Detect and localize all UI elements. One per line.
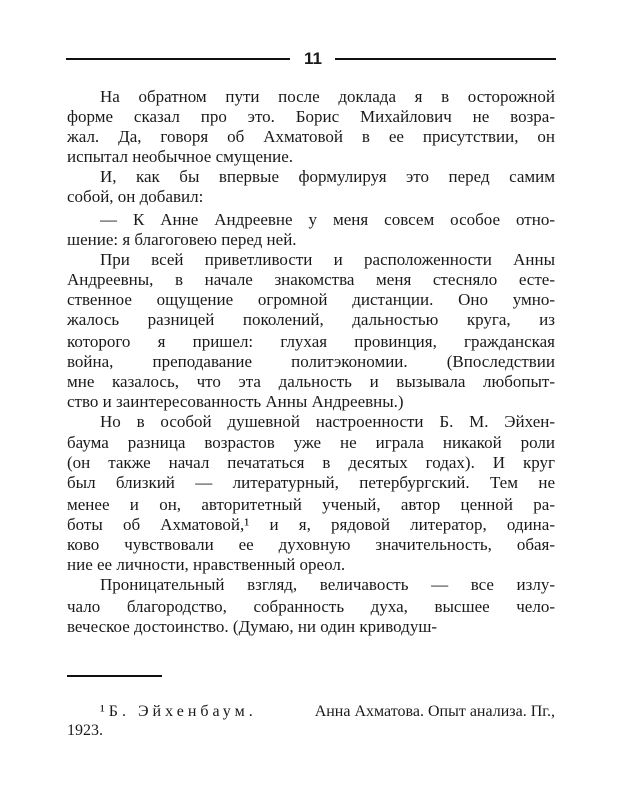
text-line: Проницательный взгляд, величавость — все излу- [100, 575, 555, 594]
text-line: боты об Ахматовой,¹ и я, рядовой литератор, одина- [67, 515, 555, 534]
text-line: ственное ощущение огромной дистанции. Оно умно- [67, 290, 555, 309]
footnote-marker: ¹ [100, 703, 105, 720]
text-line: веческое достоинство. (Думаю, ни один криводуш- [67, 617, 438, 636]
footnote-rule [67, 675, 162, 677]
text-line: (он также начал печататься в десятых годах). И круг [67, 453, 555, 472]
text-line: ство и заинтересованность Анны Андреевны.) [67, 392, 404, 411]
text-line: — К Анне Андреевне у меня совсем особое отно- [100, 210, 555, 229]
text-line: шение: я благоговею перед ней. [67, 230, 297, 249]
text-line: испытал необычное смущение. [67, 147, 294, 166]
text-line: ково чувствовали ее духовную значительность, обая- [67, 535, 555, 554]
footnote-line-2: 1923. [67, 722, 103, 739]
text-line: ние ее личности, нравственный ореол. [67, 555, 346, 574]
text-line: форме сказал про это. Борис Михайлович не возра- [67, 107, 555, 126]
page-number: 11 [304, 49, 322, 68]
footnote-line-1 [100, 703, 555, 721]
footnote-author: Б. Эйхенбаум. [108, 703, 257, 720]
header-rule-right [335, 58, 556, 60]
header-rule-left [66, 58, 290, 60]
text-line: жал. Да, говоря об Ахматовой в ее присутствии, он [67, 127, 555, 146]
text-line: война, преподавание политэкономии. (Впоследствии [67, 352, 555, 371]
footnote-title: Анна Ахматова. Опыт анализа. Пг., [314, 703, 555, 720]
text-line: чало благородство, собранность духа, высшее чело- [67, 597, 555, 616]
text-line: которого я пришел: глухая провинция, гражданская [67, 332, 555, 351]
text-line: На обратном пути после доклада я в осторожной [100, 87, 555, 106]
text-line: менее и он, авторитетный ученый, автор ценной ра- [67, 495, 555, 514]
text-line: был близкий — литературный, петербургский. Тем не [67, 473, 555, 492]
text-line: Но в особой душевной настроенности Б. М. Эйхен- [100, 412, 555, 431]
text-line: И, как бы впервые формулируя это перед самим [100, 167, 555, 186]
text-line: Андреевны, в начале знакомства меня стесняло есте- [67, 270, 555, 289]
text-line: мне казалось, что эта дальность и вызывала любопыт- [67, 372, 555, 391]
text-line: жалось разницей поколений, дальностью круга, из [67, 310, 555, 329]
text-line: При всей приветливости и расположенности Анны [100, 250, 555, 269]
text-line: собой, он добавил: [67, 187, 204, 206]
text-line: баума разница возрастов уже не играла никакой роли [67, 433, 555, 452]
